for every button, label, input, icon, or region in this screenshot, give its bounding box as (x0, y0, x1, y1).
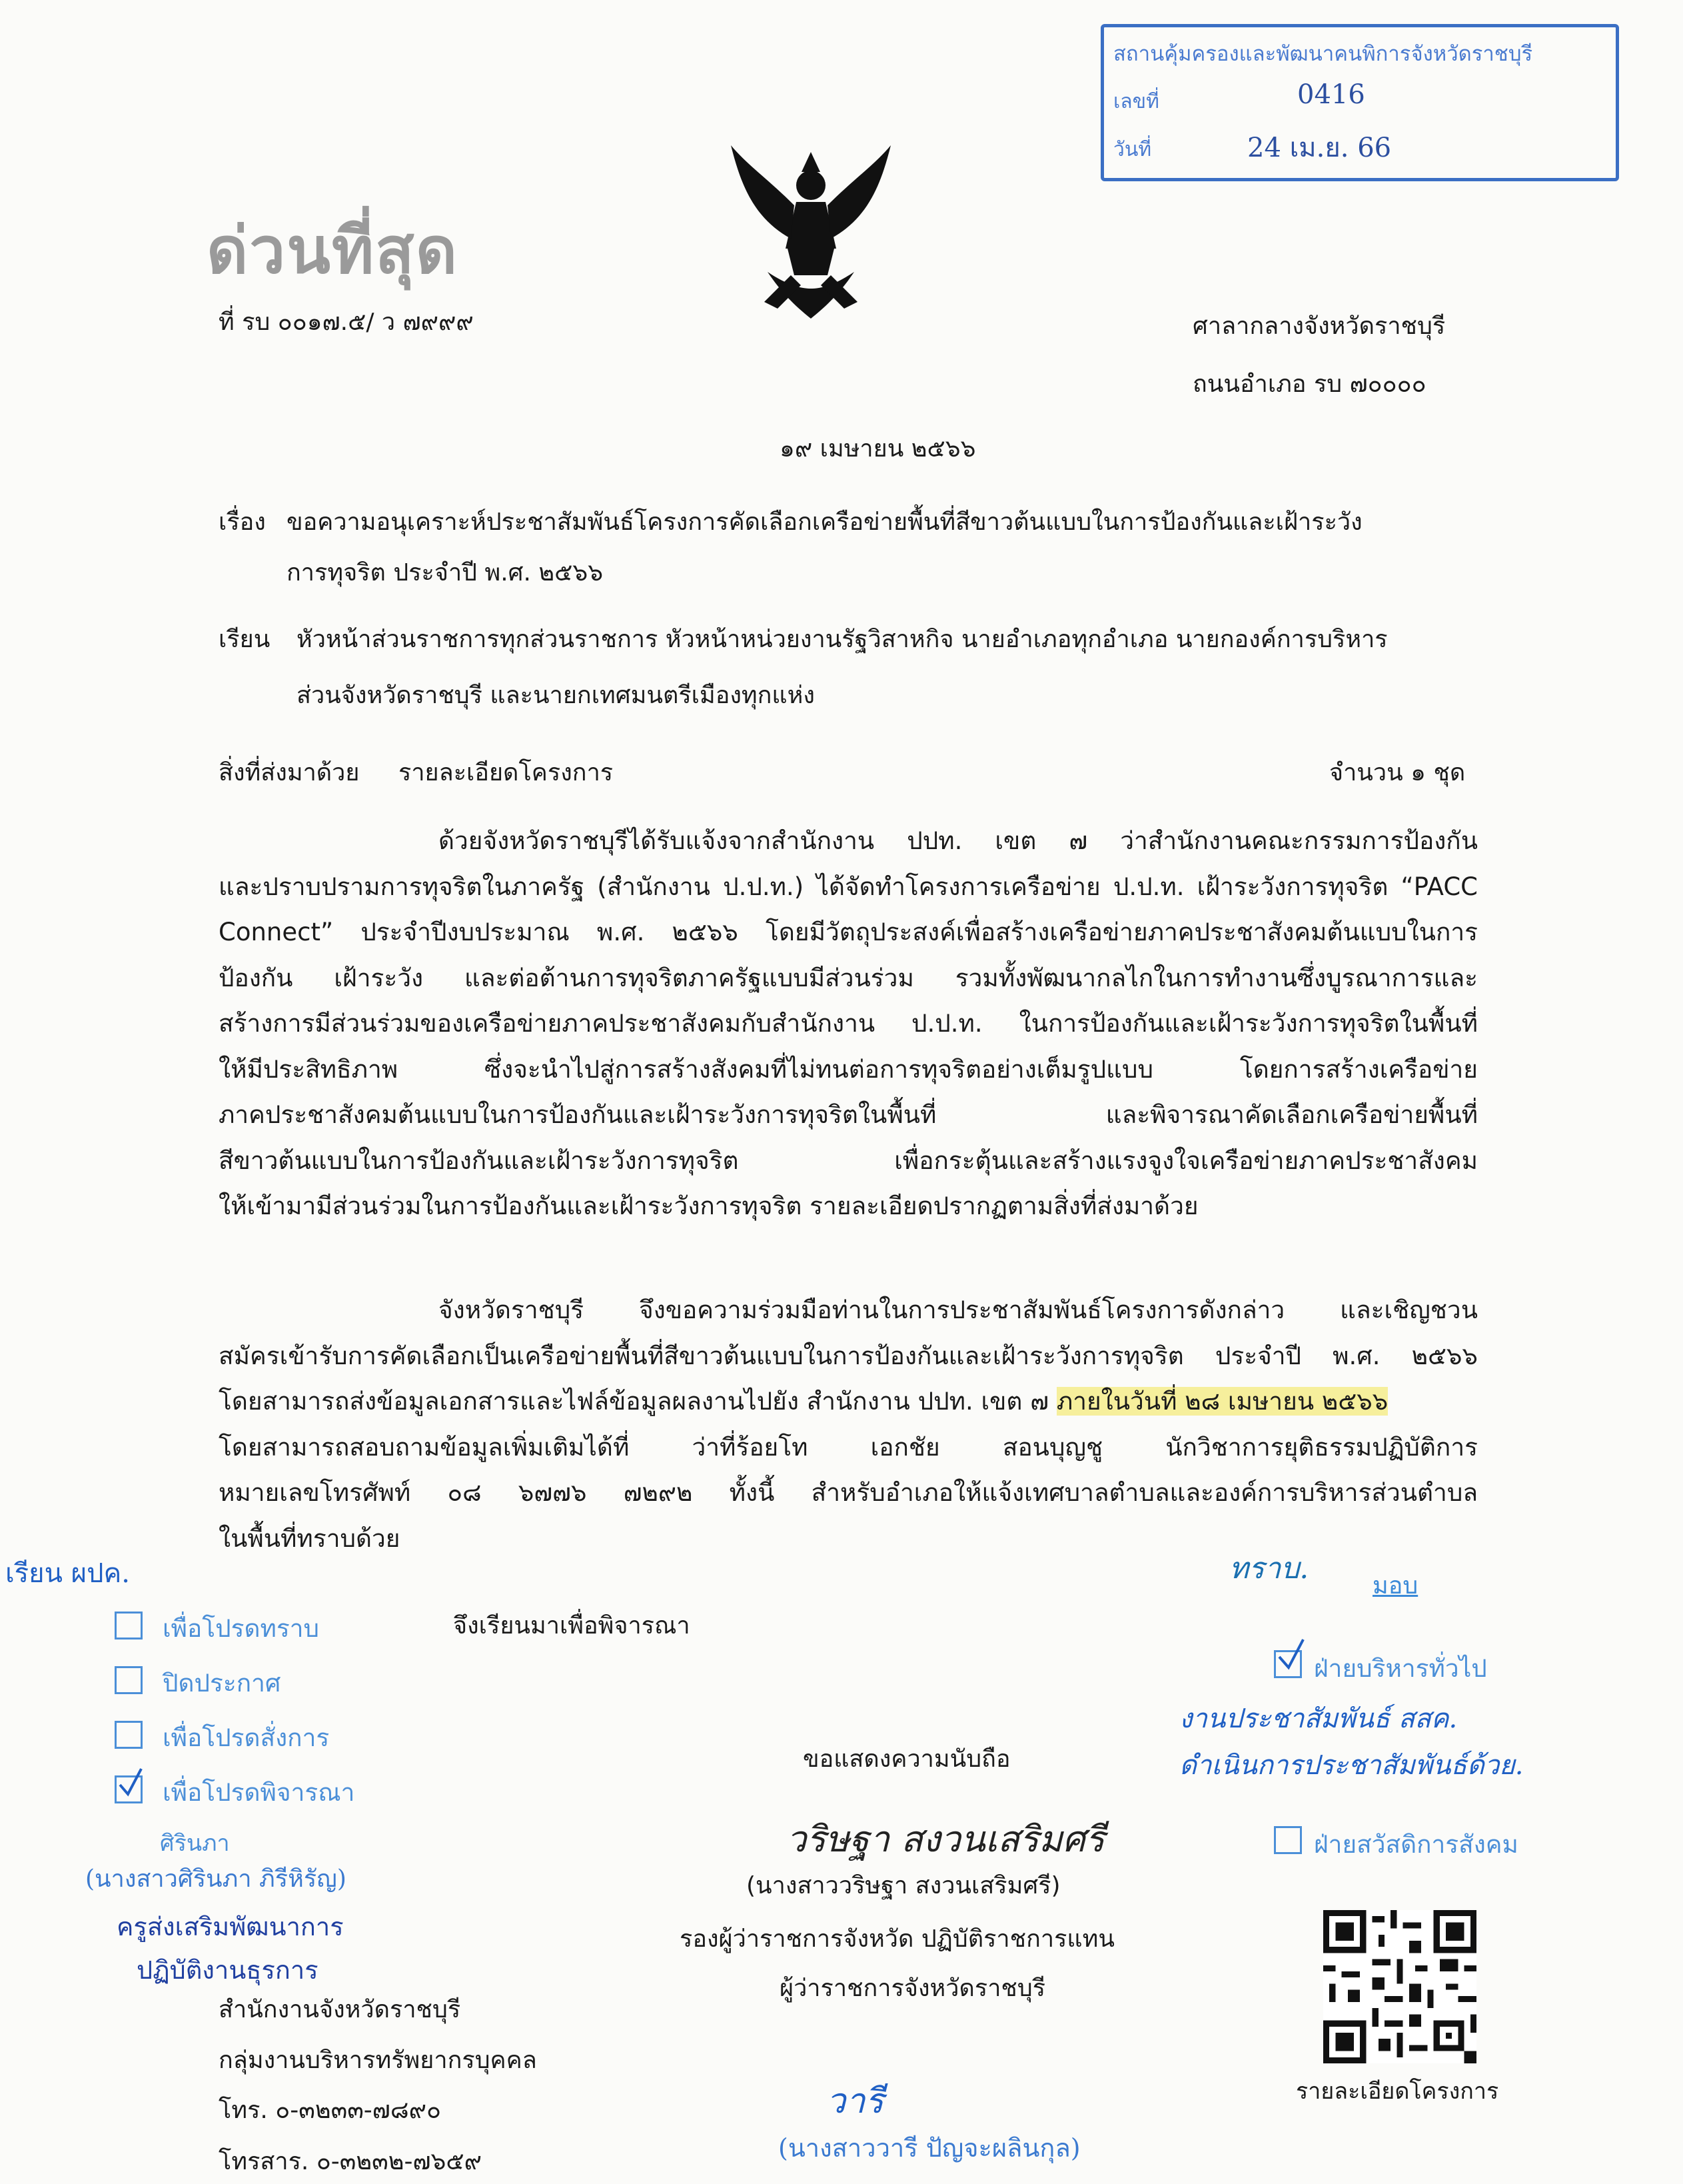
right-note-ack: ทราบ. (1229, 1552, 1309, 1586)
left-note-signature: ศิรินภา (160, 1830, 230, 1857)
qr-caption: รายละเอียดโครงการ (1296, 2078, 1499, 2105)
stamp-no-value: 0416 (1297, 79, 1365, 110)
enclosure-item: รายละเอียดโครงการ (398, 759, 614, 786)
option-consider: เพื่อโปรดพิจารณา (163, 1778, 355, 1807)
office-name: สำนักงานจังหวัดราชบุรี (219, 1996, 461, 2023)
right-note-line-3: ดำเนินการประชาสัมพันธ์ด้วย. (1179, 1750, 1524, 1781)
signer-signature: วริษฐา สงวนเสริมศรี (786, 1818, 1105, 1860)
paragraph-2: จังหวัดราชบุรี จึงขอความร่วมมือท่านในการประชาสัมพันธ์โครงการดังกล่าว และเชิญชวน สมัครเข้ารับการคัดเลือกเป็นเครือข่ายพื้นที่สีขาวต้นแบบในการป้องกันและเฝ้าระวังการทุจริต ประจำปี พ.ศ. ๒๕๖๖ โดยสามารถส่งข้อมูลเอกสารและไฟล์ข้อมูลผลงานไปยัง สำนักงาน ปปท. เขต ๗ ภายในวันที่ ๒๘ เมษายน ๒๕๖๖ โดยสามารถสอบถามข้อมูลเพิ่มเติมได้ที่ ว่าที่ร้อยโท เอกชัย สอนบุญชู นักวิชาการยุติธรรมปฏิบัติการ หมายเลขโทรศัพท์ ๐๘ ๖๗๗๖ ๗๒๙๒ ทั้งนี้ สำหรับอำเภอให้แจ้งเทศบาลตำบลและองค์การบริหารส่วนตำบล ในพื้นที่ทราบด้วย (219, 1296, 1478, 1553)
letter-date: ๑๙ เมษายน ๒๕๖๖ (780, 435, 976, 463)
stamp-date-label: วันที่ (1113, 138, 1152, 161)
signer-position-1: รองผู้ว่าราชการจังหวัด ปฏิบัติราชการแทน (680, 1925, 1115, 1953)
option-order: เพื่อโปรดสั่งการ (163, 1723, 330, 1752)
urgency-stamp: ด่วนที่สุด (207, 213, 459, 288)
reference-number: ที่ รบ ๐๐๑๗.๕/ ว ๗๙๙๙ (219, 309, 474, 336)
recipient-line-2: ส่วนจังหวัดราชบุรี และนายกเทศมนตรีเมืองทุกแห่ง (296, 682, 815, 709)
subject-line-2: การทุจริต ประจำปี พ.ศ. ๒๕๖๖ (286, 559, 604, 586)
regards: ขอแสดงความนับถือ (803, 1745, 1011, 1773)
stamp-date-value: 24 เม.ย. 66 (1247, 133, 1392, 163)
received-stamp (1101, 24, 1619, 181)
office-fax: โทรสาร. ๐-๓๒๓๒-๗๖๕๙ (219, 2148, 482, 2175)
checkmark-icon (117, 1766, 144, 1799)
right-note-assign: มอบ (1373, 1572, 1418, 1600)
bottom-signature: วารี (826, 2081, 884, 2121)
option-acknowledge: เพื่อโปรดทราบ (163, 1614, 320, 1643)
enclosure-quantity: จำนวน ๑ ชุด (1329, 759, 1466, 786)
left-note-name: (นางสาวศิรินภา ภิรีหิรัญ) (85, 1865, 346, 1893)
checkbox-welfare (1274, 1826, 1302, 1854)
stamp-no-label: เลขที่ (1113, 90, 1159, 113)
office-division: กลุ่มงานบริหารทรัพยากรบุคคล (219, 2047, 537, 2074)
option-post-notice: ปิดประกาศ (163, 1669, 281, 1697)
option-admin: ฝ่ายบริหารทั่วไป (1314, 1654, 1487, 1683)
signer-name: (นางสาววริษฐา สงวนเสริมศรี) (746, 1872, 1061, 1899)
sender-address-1: ศาลากลางจังหวัดราชบุรี (1193, 313, 1446, 340)
subject-label: เรื่อง (219, 509, 266, 536)
bottom-signer-name: (นางสาววารี ปัญจะผลินกุล) (778, 2133, 1081, 2163)
stamp-agency: สถานคุ้มครองและพัฒนาคนพิการจังหวัดราชบุรี (1113, 42, 1533, 66)
right-note-line-2: งานประชาสัมพันธ์ สสค. (1179, 1703, 1458, 1734)
signer-position-2: ผู้ว่าราชการจังหวัดราชบุรี (780, 1975, 1046, 2002)
left-note-to: เรียน ผปค. (5, 1558, 130, 1589)
checkbox-order (115, 1721, 143, 1749)
recipient-label: เรียน (219, 626, 271, 653)
garuda-emblem-icon (728, 139, 894, 325)
deadline-highlight: ภายในวันที่ ๒๘ เมษายน ๒๕๖๖ (1056, 1387, 1389, 1416)
option-welfare: ฝ่ายสวัสดิการสังคม (1314, 1830, 1518, 1859)
left-note-position-1: ครูส่งเสริมพัฒนาการ (117, 1912, 344, 1941)
checkmark-icon (1277, 1637, 1306, 1673)
subject-line-1: ขอความอนุเคราะห์ประชาสัมพันธ์โครงการคัดเลือกเครือข่ายพื้นที่สีขาวต้นแบบในการป้องกันและเฝ้าระวัง (286, 509, 1363, 536)
sender-address-2: ถนนอำเภอ รบ ๗๐๐๐๐ (1193, 371, 1426, 398)
recipient-line-1: หัวหน้าส่วนราชการทุกส่วนราชการ หัวหน้าหน่วยงานรัฐวิสาหกิจ นายอำเภอทุกอำเภอ นายกองค์การบริหาร (296, 626, 1388, 653)
left-note-position-2: ปฏิบัติงานธุรการ (137, 1955, 318, 1985)
checkbox-acknowledge (115, 1612, 143, 1639)
checkbox-post-notice (115, 1666, 143, 1694)
qr-code-icon[interactable] (1323, 1910, 1476, 2063)
closing-line: จึงเรียนมาเพื่อพิจารณา (453, 1612, 690, 1639)
paragraph-1: ด้วยจังหวัดราชบุรีได้รับแจ้งจากสำนักงาน ปปท. เขต ๗ ว่าสำนักงานคณะกรรมการป้องกัน และปราบปรามการทุจริตในภาครัฐ (สำนักงาน ป.ป.ท.) ได้จัดทำโครงการเครือข่าย ป.ป.ท. เฝ้าระวังการทุจริต “PACC Connect” ประจำปีงบประมาณ พ.ศ. ๒๕๖๖ โดยมีวัตถุประสงค์เพื่อสร้างเครือข่ายภาคประชาสังคมต้นแบบในการ ป้องกัน เฝ้าระวัง และต่อต้านการทุจริตภาครัฐแบบมีส่วนร่วม รวมทั้งพัฒนากลไกในการทำงานซึ่งบูรณาการและ สร้างการมีส่วนร่วมของเครือข่ายภาคประชาสังคมกับสำนักงาน ป.ป.ท. ในการป้องกันและเฝ้าระวังการทุจริตในพื้นที่ ให้มีประสิทธิภาพ ซึ่งจะนำไปสู่การสร้างสังคมที่ไม่ทนต่อการทุจริตอย่างเต็มรูปแบบ โดยการสร้างเครือข่าย ภาคประชาสังคมต้นแบบในการป้องกันและเฝ้าระวังการทุจริตในพื้นที่ และพิจารณาคัดเลือกเครือข่ายพื้นที่ สีขาวต้นแบบในการป้องกันและเฝ้าระวังการทุจริต เพื่อกระตุ้นและสร้างแรงจูงใจเครือข่ายภาคประชาสังคม ให้เข้ามามีส่วนร่วมในการป้องกันและเฝ้าระวังการทุจริต รายละเอียดปรากฏตามสิ่งที่ส่งมาด้วย (219, 826, 1478, 1220)
office-tel: โทร. ๐-๓๒๓๓-๗๘๙๐ (219, 2097, 441, 2124)
enclosure-label: สิ่งที่ส่งมาด้วย (219, 759, 360, 786)
